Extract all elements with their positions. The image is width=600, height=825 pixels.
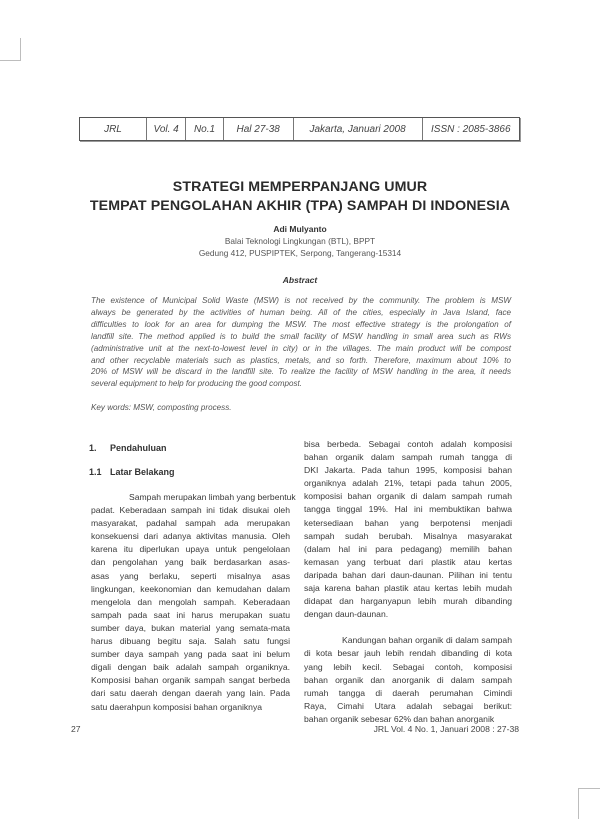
body-text-line: karena itu diperlukan upaya untuk pengelolaan: [91, 544, 290, 555]
author-affiliation: Balai Teknologi Lingkungan (BTL), BPPT: [224, 236, 376, 246]
body-text-line: rumah tangga di daerah perumahan Cimindi: [304, 687, 512, 698]
body-text-line: organiknya adalah 21%, tetapi pada tahun 2005,: [304, 478, 512, 489]
crop-mark-bottom-right: [578, 788, 600, 819]
body-text-line: asas yang berlaku, seperti misalnya asas: [91, 570, 290, 581]
body-text-line: Komposisi bahan organik sampah sangat berbeda: [91, 675, 290, 686]
body-text-line: bahan organik dalam sampah rumah tangga di: [304, 452, 512, 463]
crop-mark-top-left: [0, 38, 21, 61]
body-text-line: ketersediaan bahan yang berpotensi menjadi: [304, 517, 512, 528]
body-text-line: komposisi bahan organik di dalam sampah rumah: [304, 491, 512, 502]
body-text-line: didapat dan harganyapun lebih murah dibanding: [304, 596, 512, 607]
header-cell: Hal 27-38: [224, 118, 294, 140]
body-text-line: Sampah merupakan limbah yang berbentuk: [129, 492, 296, 502]
abstract-heading: Abstract: [282, 275, 318, 285]
abstract-line: The existence of Municipal Solid Waste (MSW) is not received by the community. The problem is MSW: [91, 296, 511, 305]
header-cell: JRL: [80, 118, 147, 140]
body-column-left: [91, 491, 296, 714]
paragraph-gap: [304, 621, 512, 634]
body-text-line: padat. Keberadaan sampah ini tidak disukai oleh: [91, 505, 290, 516]
body-text-line: mengelola dan mengolah sampah. Keberadaan: [91, 596, 290, 607]
paper-title: [0, 178, 600, 216]
body-text-line: DKI Jakarta. Pada tahun 1995, komposisi bahan: [304, 465, 512, 476]
section-1-1-heading: Latar Belakang: [110, 467, 175, 477]
body-text-line: dengan daun-daunan.: [304, 609, 389, 620]
body-text-line: Raya, Cimahi Utara adalah sebagai berikut:: [304, 700, 512, 711]
body-text-line: bisa berbeda. Sebagai contoh adalah komposisi: [304, 439, 512, 449]
body-text-line: sumber daya sampah yang pada saat ini belum: [91, 649, 290, 660]
section-1-1-number: 1.1: [89, 467, 102, 477]
header-cell: ISSN : 2085-3866: [431, 123, 511, 135]
keywords: Key words: MSW, composting process.: [91, 403, 232, 412]
body-text-line: bahan organik dan anorganik di dalam sampah: [304, 674, 512, 685]
body-text-line: dari satu daerah dengan daerah yang lain. Pada: [91, 688, 290, 699]
body-text-line: lingkungan, keekonomian dan kemudahan dalam: [91, 583, 290, 594]
body-text-line: saja karena bahan plastik atau kertas lebih mudah: [304, 583, 512, 594]
abstract-line: difficulties to look for an area for dumping the MSW. The most effective strategy is the prolongation of: [91, 319, 511, 329]
body-text-line: di kota besar jauh lebih rendah dibanding di kota: [304, 648, 512, 659]
body-text-line: satu daerahpun komposisi bahan organiknya: [91, 701, 263, 712]
abstract-line: always be generated by the activities of human being. All of the cities, especially in Java Island, face: [91, 307, 511, 317]
footer-citation: JRL Vol. 4 No. 1, Januari 2008 : 27-38: [373, 724, 519, 734]
header-cell: Vol. 4: [147, 118, 186, 140]
page-number: 27: [71, 724, 81, 734]
section-1-heading: Pendahuluan: [110, 443, 167, 453]
author-name: Adi Mulyanto: [273, 224, 327, 234]
body-text-line: dan pengolahan yang baik berdasarkan asas-: [91, 557, 290, 568]
body-text-line: bahan organik sebesar 62% dan bahan anorganik: [304, 713, 495, 724]
abstract-line: 20% of MSW will be discard in the landfill site. To realize the facility of MSW handling in the area, it needs: [91, 367, 511, 377]
body-column-right: [304, 438, 512, 726]
abstract-body: [91, 295, 511, 390]
author-address: Gedung 412, PUSPIPTEK, Serpong, Tangerang-15314: [198, 248, 402, 258]
header-cell: No.1: [186, 118, 223, 140]
header-cell: Jakarta, Januari 2008: [294, 118, 423, 140]
abstract-line: (administrative unit at the next-to-lowest level in city) or in the villages. The main product will be compost: [91, 343, 511, 353]
body-text-line: daripada bahan dari daun-daunan. Pilihan ini tentu: [304, 569, 512, 580]
body-text-line: masyarakat, padahal sampah ada merupakan: [91, 518, 290, 529]
body-text-line: harus dibuang begitu saja. Salah satu fungsi: [91, 636, 290, 647]
abstract-line: landfill site. The method applied is to build the small facility of MSW handling in small area such as RWs: [91, 331, 511, 341]
title-line-1: STRATEGI MEMPERPANJANG UMUR: [172, 179, 428, 195]
body-text-line: digali dengan baik adalah sampah organiknya.: [91, 662, 290, 673]
body-text-line: tangga tinggal 19%. Hal ini membuktikan bahwa: [304, 504, 512, 515]
journal-header-box: [79, 117, 520, 141]
body-text-line: yang lebih kecil. Sebagai contoh, komposisi: [304, 661, 512, 672]
body-text-line: (dalam hal ini para pedagang) memilih bahan: [304, 543, 512, 554]
body-text-line: kemasan yang terbuat dari plastik atau kertas: [304, 556, 512, 567]
body-text-line: Kandungan bahan organik di dalam sampah: [342, 635, 512, 646]
abstract-line: and other recyclable materials such as plastics, metals, and so forth. Therefore, maximum about 10% to: [91, 355, 511, 365]
section-1-number: 1.: [89, 443, 97, 453]
abstract-line: several equipment to help for producing the good compost.: [91, 379, 303, 389]
title-line-2: TEMPAT PENGOLAHAN AKHIR (TPA) SAMPAH DI INDONESIA: [89, 198, 511, 214]
body-text-line: konsekuensi dari adanya aktivitas manusia. Oleh: [91, 531, 290, 542]
body-text-line: sampah pada saat ini harus merupakan suatu: [91, 609, 290, 620]
body-text-line: sampah sudah berubah. Misalnya masyarakat: [304, 530, 512, 541]
body-text-line: sumber daya, bukan material yang semata-mata: [91, 622, 290, 633]
